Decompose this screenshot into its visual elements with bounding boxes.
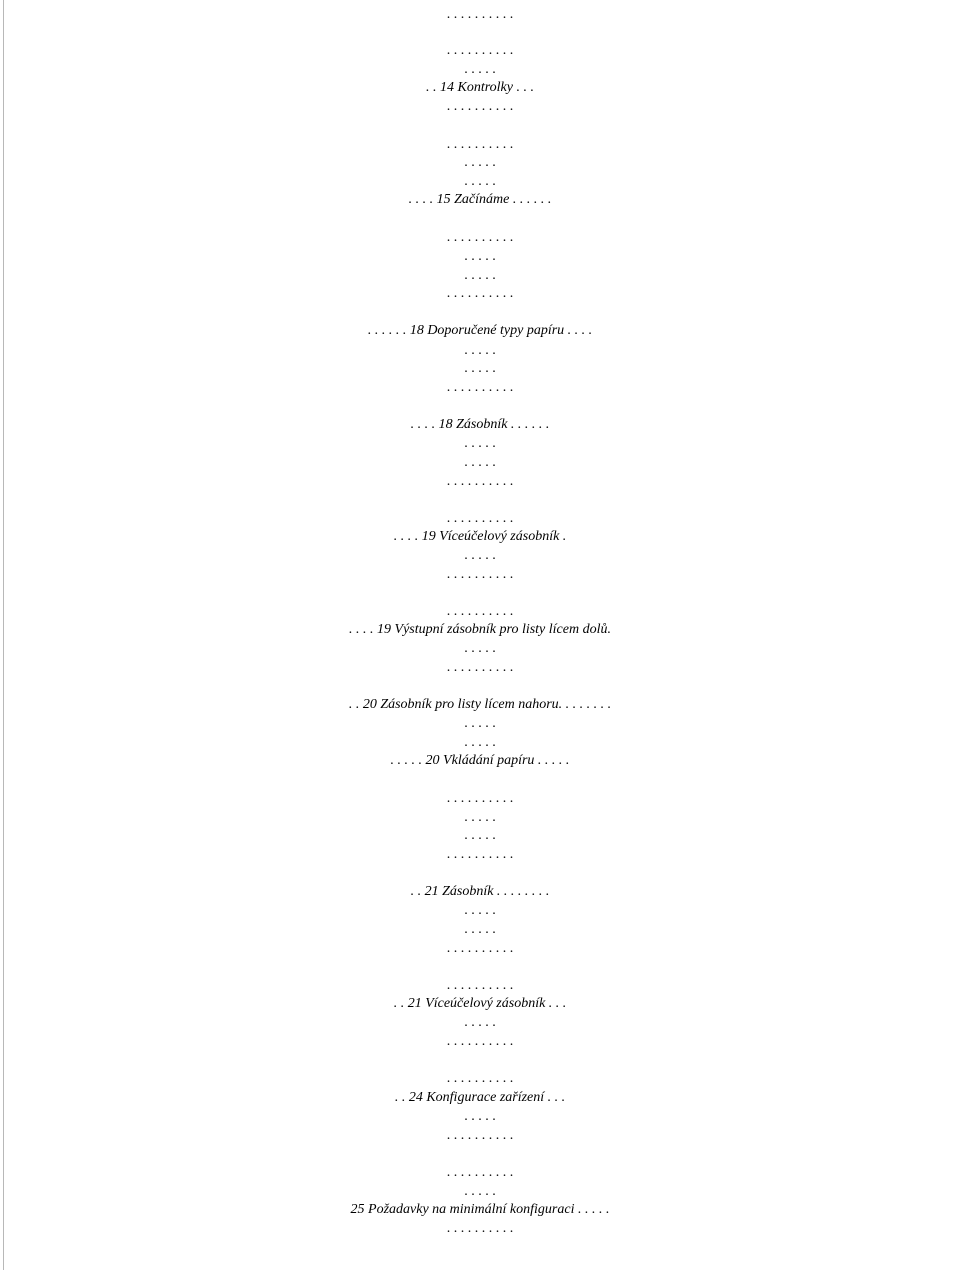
toc-entry: . . 14 Kontrolky . . . — [426, 80, 534, 95]
toc-leader-line: . . . . . — [464, 155, 496, 170]
toc-leader-line: . . . . . . . . . . — [446, 941, 514, 956]
toc-leader-line: . . . . . — [464, 828, 496, 843]
toc-leader-line: . . . . . — [464, 174, 496, 189]
toc-leader-line: . . . . . . . . . . — [446, 286, 514, 301]
toc-leader-line: . . . . . — [464, 249, 496, 264]
toc-leader-line: . . . . . — [464, 716, 496, 731]
toc-leader-line: . . . . . — [464, 1109, 496, 1124]
toc-leader-line: . . . . . . . . . . — [446, 1034, 514, 1049]
toc-entry: . . . . 19 Výstupní zásobník pro listy lícem dolů. — [349, 622, 611, 637]
toc-leader-line: . . . . . . . . . . — [446, 99, 514, 114]
toc-leader-line: . . . . . . . . . . — [446, 230, 514, 245]
toc-leader-line: . . . . . . . . . . — [446, 1221, 514, 1236]
toc-leader-line: . . . . . — [464, 735, 496, 750]
toc-entry: . . . . . . 18 Doporučené typy papíru . . . . — [367, 323, 593, 338]
toc-leader-line: . . . . . . . . . . — [446, 604, 514, 619]
toc-entry: . . 20 Zásobník pro listy lícem nahoru. . . . . . . . — [348, 697, 612, 712]
toc-entry: . . 21 Víceúčelový zásobník . . . — [393, 996, 567, 1011]
toc-leader-line: . . . . . . . . . . — [446, 137, 514, 152]
toc-leader-line: . . . . . . . . . . — [446, 1128, 514, 1143]
toc-leader-line: . . . . . . . . . . — [446, 567, 514, 582]
toc-leader-line: . . . . . — [464, 436, 496, 451]
toc-leader-line: . . . . . — [464, 361, 496, 376]
toc-leader-line: . . . . . — [464, 548, 496, 563]
toc-leader-line: . . . . . . . . . . — [446, 847, 514, 862]
toc-leader-line: . . . . . . . . . . — [446, 1071, 514, 1086]
toc-entry: . . . . 18 Zásobník . . . . . . — [410, 417, 550, 432]
toc-leader-line: . . . . . . . . . . — [446, 511, 514, 526]
toc-entry: . . . . 19 Víceúčelový zásobník . — [393, 529, 567, 544]
toc-leader-line: . . . . . — [464, 810, 496, 825]
toc-leader-line: . . . . . — [464, 455, 496, 470]
toc-leader-line: . . . . . — [464, 268, 496, 283]
toc-leader-line: . . . . . — [464, 343, 496, 358]
toc-leader-line: . . . . . . . . . . — [446, 380, 514, 395]
toc-leader-line: . . . . . — [464, 1184, 496, 1199]
toc-leader-line: . . . . . . . . . . — [446, 1165, 514, 1180]
toc-leader-line: . . . . . . . . . . — [446, 978, 514, 993]
toc-entry: . . . . . 20 Vkládání papíru . . . . . — [390, 753, 570, 768]
toc-leader-line: . . . . . . . . . . — [446, 791, 514, 806]
toc-entry: . . 24 Konfigurace zařízení . . . — [394, 1090, 566, 1105]
toc-leader-line: . . . . . . . . . . — [446, 43, 514, 58]
toc-entry: . . 21 Zásobník . . . . . . . . — [410, 884, 550, 899]
toc-entry: . . . . 15 Začínáme . . . . . . — [408, 192, 552, 207]
toc-leader-line: . . . . . — [464, 641, 496, 656]
toc-entry: 25 Požadavky na minimální konfiguraci . . . . . — [350, 1202, 610, 1217]
toc-leader-line: . . . . . — [464, 1015, 496, 1030]
toc-leader-line: . . . . . . . . . . — [446, 474, 514, 489]
toc-leader-line: . . . . . — [464, 903, 496, 918]
toc-leader-line: . . . . . — [464, 62, 496, 77]
toc-leader-line: . . . . . . . . . . — [446, 7, 514, 22]
toc-leader-line: . . . . . . . . . . — [446, 660, 514, 675]
toc-leader-line: . . . . . — [464, 922, 496, 937]
